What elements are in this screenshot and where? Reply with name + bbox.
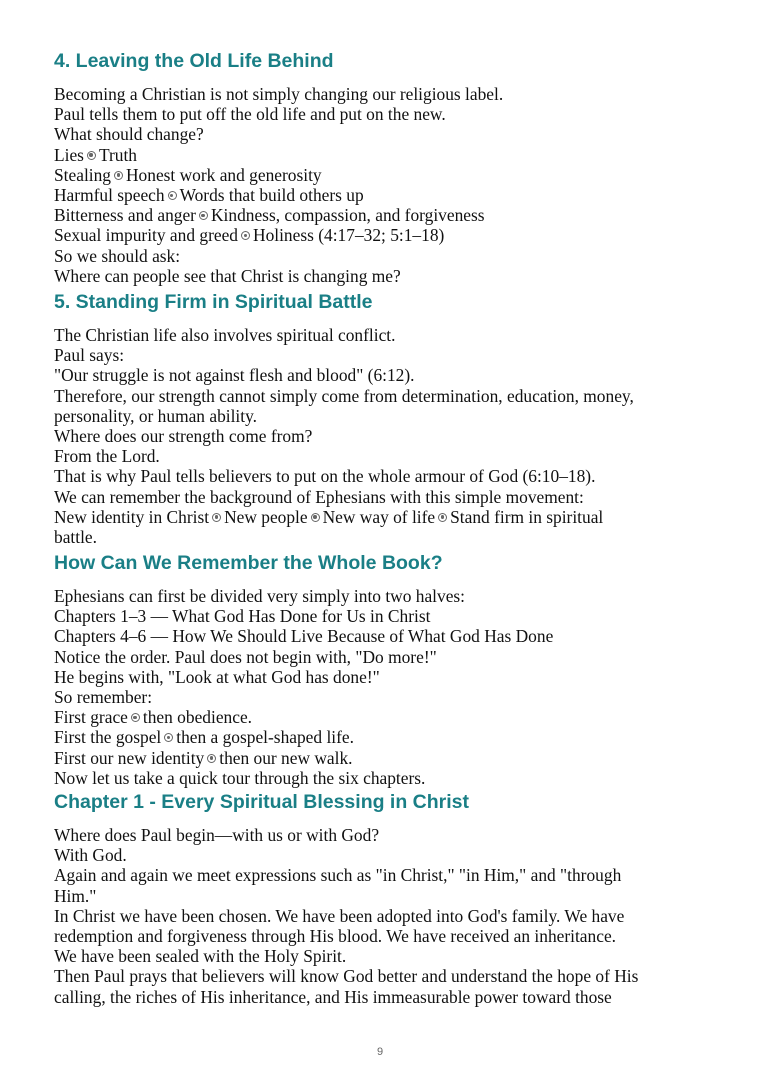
- text-line: [54, 246, 724, 266]
- text-segment: Chapters 1–3 — What God Has Done for Us in Christ: [54, 606, 431, 627]
- text-segment: then a gospel-shaped life.: [176, 727, 354, 748]
- text-segment: Paul tells them to put off the old life and put on the new.: [54, 104, 446, 125]
- text-line: [54, 825, 724, 845]
- circle-bullet-icon: [438, 513, 447, 522]
- text-segment: Stealing: [54, 164, 111, 185]
- text-segment: From the Lord.: [54, 446, 160, 467]
- text-segment: "Our struggle is not against flesh and blood" (6:12).: [54, 365, 415, 386]
- text-line: [54, 205, 724, 225]
- section-chapter-1: [54, 790, 724, 1007]
- circle-bullet-icon: [164, 733, 173, 742]
- text-segment: Him.": [54, 885, 97, 906]
- circle-bullet-icon: [207, 754, 216, 763]
- text-segment: battle.: [54, 527, 97, 548]
- section-body: [54, 325, 724, 547]
- section-body: [54, 586, 724, 788]
- text-segment: Where can people see that Christ is changing me?: [54, 265, 401, 286]
- text-segment: First grace: [54, 707, 128, 728]
- text-line: [54, 104, 724, 124]
- section-heading: How Can We Remember the Whole Book?: [54, 552, 443, 574]
- text-segment: Again and again we meet expressions such as "in Christ," "in Him," and "through: [54, 865, 622, 886]
- text-line: [54, 966, 724, 986]
- text-line: [54, 906, 724, 926]
- text-line: [54, 647, 724, 667]
- text-segment: So remember:: [54, 687, 153, 708]
- text-line: [54, 165, 724, 185]
- text-line: [54, 446, 724, 466]
- section-heading: 4. Leaving the Old Life Behind: [54, 50, 334, 72]
- text-segment: Holiness (4:17–32; 5:1–18): [253, 225, 445, 246]
- text-segment: Now let us take a quick tour through the six chapters.: [54, 767, 426, 788]
- text-line: [54, 345, 724, 365]
- text-segment: In Christ we have been chosen. We have been adopted into God's family. We have: [54, 905, 625, 926]
- text-segment: Stand firm in spiritual: [450, 506, 604, 527]
- text-segment: He begins with, "Look at what God has done!": [54, 666, 380, 687]
- section-remember-whole-book: [54, 551, 724, 788]
- text-segment: calling, the riches of His inheritance, and His immeasurable power toward those: [54, 986, 612, 1007]
- circle-bullet-icon: [212, 513, 221, 522]
- text-line: [54, 687, 724, 707]
- circle-bullet-icon: [131, 713, 140, 722]
- text-segment: Words that build others up: [179, 185, 364, 206]
- text-segment: Honest work and generosity: [126, 164, 322, 185]
- text-segment: then obedience.: [142, 707, 253, 728]
- text-line: [54, 406, 724, 426]
- text-line: [54, 707, 724, 727]
- page-number: 9: [376, 1046, 384, 1058]
- text-segment: With God.: [54, 845, 127, 866]
- text-segment: We can remember the background of Ephesians with this simple movement:: [54, 486, 584, 507]
- text-segment: Becoming a Christian is not simply changing our religious label.: [54, 84, 504, 104]
- text-line: [54, 748, 724, 768]
- text-line: [54, 325, 724, 345]
- text-segment: Notice the order. Paul does not begin with, "Do more!": [54, 646, 437, 667]
- text-segment: Harmful speech: [54, 185, 165, 206]
- text-segment: We have been sealed with the Holy Spirit.: [54, 946, 347, 967]
- text-line: [54, 145, 724, 165]
- text-segment: Lies: [54, 144, 84, 165]
- text-line: [54, 987, 724, 1007]
- text-line: [54, 365, 724, 385]
- text-line: [54, 426, 724, 446]
- text-segment: Kindness, compassion, and forgiveness: [210, 205, 485, 226]
- text-segment: redemption and forgiveness through His blood. We have received an inheritance.: [54, 926, 617, 947]
- text-segment: Sexual impurity and greed: [54, 225, 239, 246]
- text-line: [54, 768, 724, 788]
- section-heading: 5. Standing Firm in Spiritual Battle: [54, 291, 373, 313]
- text-segment: So we should ask:: [54, 245, 181, 266]
- text-segment: Paul says:: [54, 345, 125, 366]
- text-segment: Bitterness and anger: [54, 205, 196, 226]
- text-segment: New identity in Christ: [54, 506, 210, 527]
- section-leaving-old-life: [54, 49, 724, 286]
- text-line: [54, 845, 724, 865]
- text-segment: The Christian life also involves spiritual conflict.: [54, 325, 396, 345]
- text-line: [54, 727, 724, 747]
- circle-bullet-icon: [311, 513, 320, 522]
- text-line: [54, 946, 724, 966]
- section-spiritual-battle: [54, 290, 724, 547]
- text-line: [54, 507, 724, 527]
- text-segment: then our new walk.: [219, 747, 353, 768]
- text-segment: First the gospel: [54, 727, 162, 748]
- text-segment: New people: [224, 506, 308, 527]
- text-segment: Therefore, our strength cannot simply come from determination, education, money,: [54, 385, 634, 406]
- text-line: [54, 606, 724, 626]
- text-segment: Where does our strength come from?: [54, 426, 313, 447]
- text-segment: First our new identity: [54, 747, 205, 768]
- text-line: [54, 667, 724, 687]
- text-line: [54, 266, 724, 286]
- text-line: [54, 626, 724, 646]
- text-segment: Ephesians can first be divided very simply into two halves:: [54, 586, 466, 606]
- text-line: [54, 84, 724, 104]
- text-segment: What should change?: [54, 124, 204, 145]
- text-segment: Truth: [98, 144, 137, 165]
- text-line: [54, 586, 724, 606]
- section-heading: Chapter 1 - Every Spiritual Blessing in Christ: [54, 791, 470, 813]
- text-segment: personality, or human ability.: [54, 405, 258, 426]
- circle-bullet-icon: [114, 171, 123, 180]
- section-body: [54, 825, 724, 1007]
- text-line: [54, 386, 724, 406]
- text-line: [54, 466, 724, 486]
- circle-bullet-icon: [241, 231, 250, 240]
- text-line: [54, 225, 724, 245]
- text-segment: That is why Paul tells believers to put on the whole armour of God (6:10–18).: [54, 466, 596, 487]
- text-segment: New way of life: [322, 506, 436, 527]
- circle-bullet-icon: [168, 191, 177, 200]
- circle-bullet-icon: [199, 211, 208, 220]
- circle-bullet-icon: [87, 151, 96, 160]
- text-segment: Then Paul prays that believers will know God better and understand the hope of His: [54, 966, 639, 987]
- text-line: [54, 886, 724, 906]
- text-line: [54, 926, 724, 946]
- text-line: [54, 865, 724, 885]
- text-line: [54, 527, 724, 547]
- text-segment: Where does Paul begin—with us or with God?: [54, 825, 380, 845]
- section-body: [54, 84, 724, 286]
- text-segment: Chapters 4–6 — How We Should Live Because of What God Has Done: [54, 626, 554, 647]
- text-line: [54, 124, 724, 144]
- text-line: [54, 185, 724, 205]
- text-line: [54, 487, 724, 507]
